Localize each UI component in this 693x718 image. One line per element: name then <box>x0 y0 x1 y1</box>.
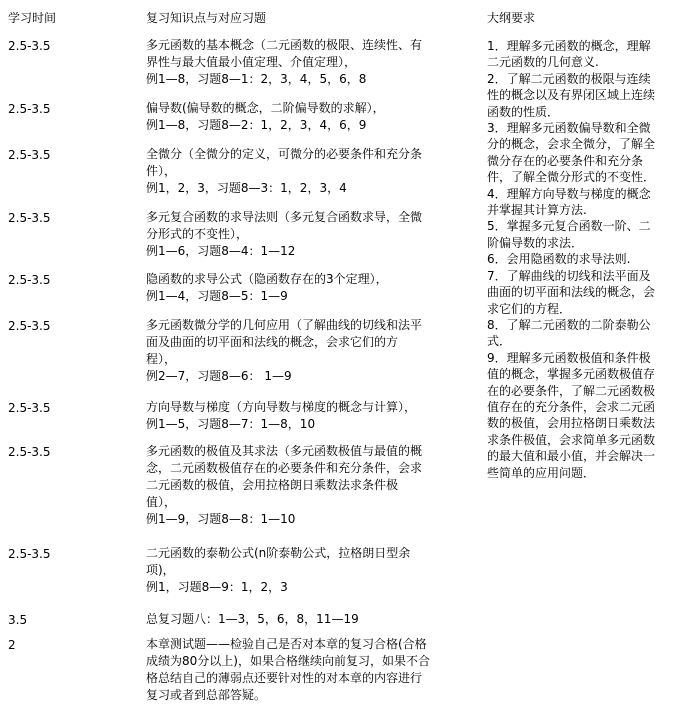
topic-line: 总复习题八：1—3，5，6，8，11—19 <box>146 612 359 626</box>
exercise-line: 例1，2，3，习题8—3：1，2，3，4 <box>146 181 347 195</box>
row-3-topic <box>146 146 474 197</box>
row-2-topic <box>146 100 474 134</box>
row-4-time: 2.5-3.5 <box>8 211 51 225</box>
topic-line: 复习或者到总部答疑。 <box>146 688 267 702</box>
requirement-line: 2．了解二元函数的极限与连续 <box>487 71 651 86</box>
row-2-time: 2.5-3.5 <box>8 102 51 116</box>
row-10-time: 3.5 <box>8 613 28 627</box>
topic-line: 多元复合函数的求导法则（多元复合函数求导，全微 <box>146 210 423 224</box>
requirement-line: 二元函数的几何意义. <box>487 55 599 70</box>
row-6-time: 2.5-3.5 <box>8 319 51 333</box>
topic-line: 多元函数的极值及其求法（多元函数极值与最值的概 <box>146 444 423 458</box>
requirement-line: 曲面的切平面和法线的概念，会 <box>487 285 656 300</box>
row-5-topic <box>146 271 474 305</box>
row-1-topic <box>146 37 474 88</box>
topic-line: 念，二元函数极值存在的必要条件和充分条件，会求 <box>146 461 423 475</box>
requirement-line: 些简单的应用问题． <box>487 465 596 480</box>
topic-line: 程）， <box>146 352 177 366</box>
row-10-topic <box>146 611 474 628</box>
exercise-line: 例1—9，习题8—8：1—10 <box>146 512 296 526</box>
row-8-topic <box>146 443 474 528</box>
row-9-time: 2.5-3.5 <box>8 547 51 561</box>
row-6-topic <box>146 317 474 385</box>
requirement-line: 1．理解多元函数的概念，理解 <box>487 39 651 53</box>
requirement-line: 件，了解全微分形式的不变性． <box>487 170 656 185</box>
requirement-line: 求条件极值，会求简单多元函数 <box>487 432 656 447</box>
topic-line: 全微分（全微分的定义，可微分的必要条件和充分条 <box>146 147 423 161</box>
row-11-time: 2 <box>8 638 16 652</box>
row-3-time: 2.5-3.5 <box>8 148 51 162</box>
topic-line: 界性与最大值最小值定理、介值定理）， <box>146 55 357 69</box>
topic-line: 隐函数的求导公式（隐函数存在的3个定理）， <box>146 272 388 286</box>
topic-line: 本章测试题——检验自己是否对本章的复习合格(合格 <box>146 637 427 651</box>
topic-line: 方向导数与梯度（方向导数与梯度的概念与计算）， <box>146 400 417 414</box>
requirement-line: 函数的性质． <box>487 104 560 119</box>
header-study-time: 学习时间 <box>8 11 57 25</box>
topic-line: 分形式的不变性）， <box>146 227 249 241</box>
requirement-line: 并掌握其计算方法. <box>487 203 587 218</box>
topic-line: 项)， <box>146 563 175 577</box>
syllabus-requirements-text <box>487 38 690 481</box>
requirement-line: 6．会用隐函数的求导法则. <box>487 252 631 267</box>
requirement-line: 阶偏导数的求法． <box>487 235 584 250</box>
topic-line: 件）， <box>146 164 177 178</box>
topic-line: 二元函数的极值，会用拉格朗日乘数法求条件极 <box>146 478 399 492</box>
row-9-topic <box>146 545 474 596</box>
row-11-topic <box>146 636 474 704</box>
requirement-line: 4．理解方向导数与梯度的概念 <box>487 186 651 201</box>
exercise-line: 例1—5，习题8—7：1—8，10 <box>146 417 316 431</box>
requirement-line: 求它们的方程． <box>487 301 572 316</box>
requirement-line: 5．掌握多元复合函数一阶、二 <box>487 219 651 234</box>
row-8-time: 2.5-3.5 <box>8 445 51 459</box>
row-4-topic <box>146 209 474 260</box>
requirement-line: 值的概念，掌握多元函数极值存 <box>487 367 656 382</box>
topic-line: 值）， <box>146 495 177 509</box>
requirement-line: 的最大值和最小值，并会解决一 <box>487 449 656 464</box>
topic-line: 格总结自己的薄弱点还要针对性的对本章的内容进行 <box>146 671 423 685</box>
requirement-line: 在的必要条件，了解二元函数极 <box>487 383 656 398</box>
requirement-line: 数的极值，会用拉格朗日乘数法 <box>487 416 656 431</box>
header-topics-exercises: 复习知识点与对应习题 <box>146 11 267 25</box>
requirement-line: 分的概念，会求全微分，了解全 <box>487 137 656 152</box>
topic-line: 成绩为80分以上)，如果合格继续向前复习，如果不合 <box>146 654 430 668</box>
exercise-line: 例2—7，习题8—6： 1—9 <box>146 369 292 383</box>
exercise-line: 例1—8，习题8—1：2，3，4，5，6，8 <box>146 72 367 86</box>
requirement-line: 7．了解曲线的切线和法平面及 <box>487 268 651 283</box>
exercise-line: 例1—6，习题8—4：1—12 <box>146 244 296 258</box>
topic-line: 偏导数(偏导数的概念，二阶偏导数的求解）， <box>146 101 385 115</box>
row-1-time: 2.5-3.5 <box>8 39 51 53</box>
row-7-topic <box>146 399 474 433</box>
requirement-line: 性的概念以及有界闭区域上连续 <box>487 88 656 103</box>
exercise-line: 例1，习题8—9：1，2，3 <box>146 580 288 594</box>
requirement-line: 9．理解多元函数极值和条件极 <box>487 350 651 365</box>
topic-line: 多元函数的基本概念（二元函数的极限、连续性、有 <box>146 38 423 52</box>
exercise-line: 例1—4，习题8—5：1—9 <box>146 289 288 303</box>
exercise-line: 例1—8，习题8—2：1，2，3，4，6，9 <box>146 118 367 132</box>
requirement-line: 式． <box>487 334 512 349</box>
requirement-line: 3．理解多元函数偏导数和全微 <box>487 121 651 136</box>
requirement-line: 8．了解二元函数的二阶泰勒公 <box>487 317 651 332</box>
header-syllabus-requirements: 大纲要求 <box>487 11 536 25</box>
requirement-line: 微分存在的必要条件和充分条 <box>487 153 644 168</box>
row-5-time: 2.5-3.5 <box>8 273 51 287</box>
topic-line: 多元函数微分学的几何应用（了解曲线的切线和法平 <box>146 318 423 332</box>
topic-line: 二元函数的泰勒公式(n阶泰勒公式，拉格朗日型余 <box>146 546 411 560</box>
requirement-line: 值存在的充分条件，会求二元函 <box>487 399 656 414</box>
row-7-time: 2.5-3.5 <box>8 401 51 415</box>
topic-line: 面及曲面的切平面和法线的概念，会求它们的方 <box>146 335 399 349</box>
